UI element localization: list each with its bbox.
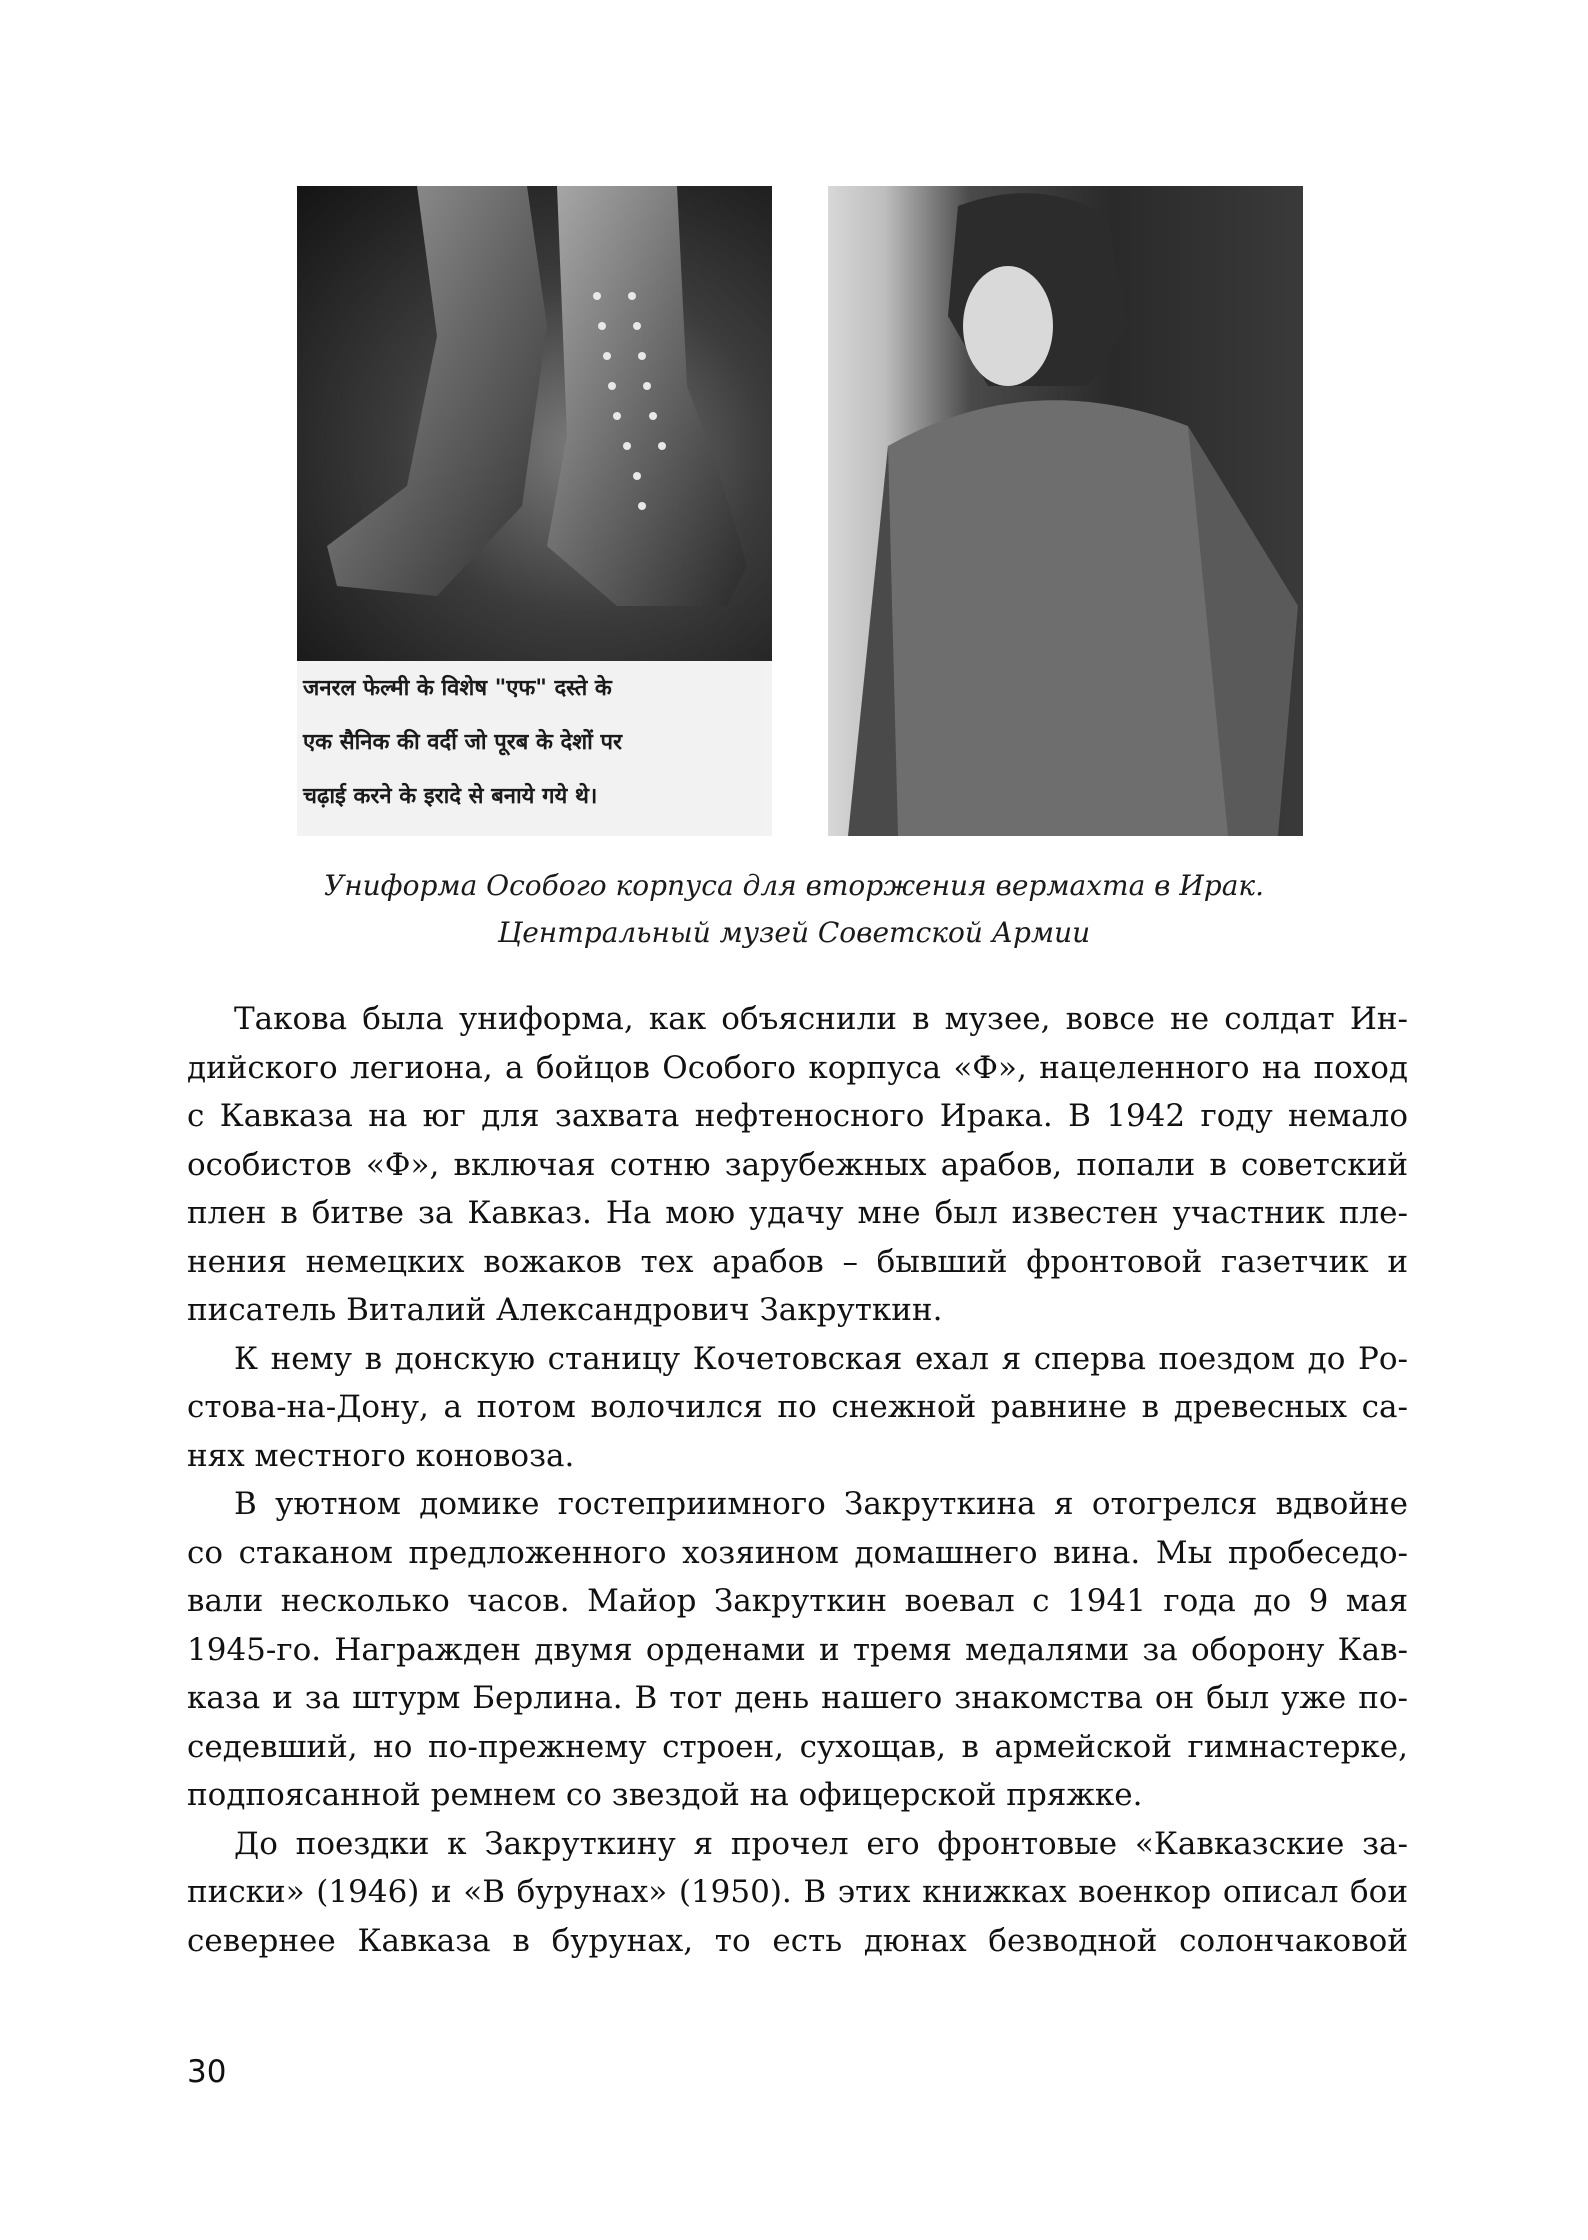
- text-line: каза и за штурм Берлина. В тот день нашего знакомства он был уже по-: [187, 1680, 1408, 1716]
- boots-illustration: [297, 186, 772, 661]
- text-line: особистов «Ф», включая сотню зарубежных арабов, попали в советский: [187, 1146, 1408, 1183]
- text-line: стова-на-Дону, а потом волочился по снежной равнине в древесных са-: [187, 1389, 1408, 1425]
- photo-soldier: [828, 186, 1303, 836]
- text-line: В уютном домике гостеприимного Закруткина я отогрелся вдвойне: [234, 1486, 1408, 1522]
- text-line: с Кавказа на юг для захвата нефтеносного Ирака. В 1942 году немало: [187, 1098, 1408, 1134]
- text-line: писатель Виталий Александрович Закруткин.: [187, 1292, 943, 1328]
- text-line: писки» (1946) и «В бурунах» (1950). В этих книжках военкор описал бои: [187, 1874, 1408, 1910]
- text-line: До поездки к Закруткину я прочел его фронтовые «Кавказские за-: [234, 1825, 1408, 1862]
- text-line: нения немецких вожаков тех арабов – бывший фронтовой газетчик и: [187, 1243, 1408, 1280]
- text-line: со стаканом предложенного хозяином домашнего вина. Мы пробеседо-: [187, 1534, 1408, 1571]
- page-number: 30: [187, 2054, 227, 2090]
- hindi-caption-block: [303, 664, 763, 836]
- text-line: вали несколько часов. Майор Закруткин воевал с 1941 года до 9 мая: [187, 1583, 1408, 1619]
- caption-line: Униформа Особого корпуса для вторжения вермахта в Ирак.: [323, 869, 1265, 902]
- text-line: нях местного коновоза.: [187, 1437, 575, 1474]
- hindi-caption-line: जनरल फेल्मी के विशेष "एफ" दस्ते के: [303, 676, 612, 701]
- text-line: севернее Кавказа в бурунах, то есть дюнах безводной солончаковой: [187, 1922, 1408, 1959]
- text-line: Такова была униформа, как объяснили в музее, вовсе не солдат Ин-: [234, 1001, 1408, 1037]
- text-line: 1945-го. Награжден двумя орденами и тремя медалями за оборону Кав-: [187, 1631, 1408, 1668]
- text-line: седевший, но по-прежнему строен, сухощав, в армейской гимнастерке,: [187, 1728, 1408, 1765]
- text-line: дийского легиона, а бойцов Особого корпуса «Ф», нацеленного на поход: [187, 1049, 1408, 1086]
- hindi-caption-line: एक सैनिक की वर्दी जो पूरब के देशों पर: [303, 730, 623, 755]
- body-text: [187, 995, 1408, 1965]
- text-line: плен в битве за Кавказ. На мою удачу мне был известен участник пле-: [187, 1195, 1408, 1231]
- caption-line: Центральный музей Советской Армии: [497, 916, 1091, 949]
- text-line: К нему в донскую станицу Кочетовская ехал я сперва поездом до Ро-: [234, 1340, 1408, 1377]
- soldier-illustration: [828, 186, 1303, 836]
- photo-boots: [297, 186, 772, 836]
- figure-caption: [0, 862, 1588, 956]
- boots-image: [297, 186, 772, 661]
- hindi-caption-line: चढ़ाई करने के इरादे से बनाये गये थे।: [303, 784, 598, 809]
- figure: [297, 186, 1303, 836]
- text-line: подпоясанной ремнем со звездой на офицерской пряжке.: [187, 1777, 1143, 1813]
